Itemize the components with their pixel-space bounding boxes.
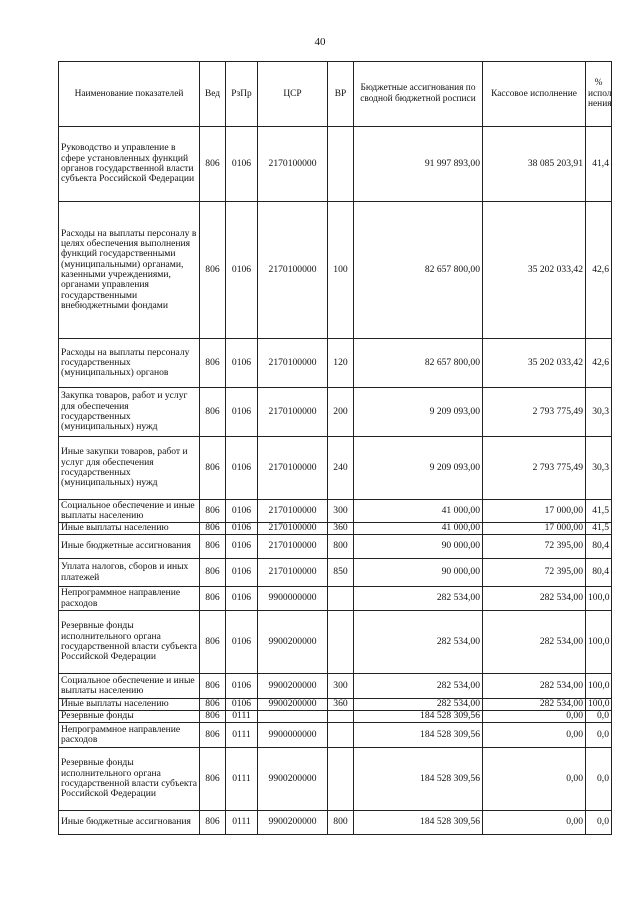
row-ved: 806 (200, 811, 226, 835)
row-csr: 9900200000 (258, 674, 328, 699)
row-cash: 17 000,00 (483, 500, 586, 523)
row-rzpr: 0111 (226, 723, 258, 748)
table-row (59, 587, 612, 611)
row-percent: 30,3 (586, 388, 612, 437)
row-csr: 2170100000 (258, 388, 328, 437)
header-csr: ЦСР (258, 62, 328, 127)
row-rzpr: 0106 (226, 388, 258, 437)
row-rzpr: 0106 (226, 587, 258, 611)
row-vr: 800 (328, 811, 354, 835)
row-percent: 0,0 (586, 723, 612, 748)
row-name: Иные выплаты населению (59, 699, 200, 711)
row-budget: 184 528 309,56 (354, 811, 483, 835)
row-csr: 2170100000 (258, 437, 328, 500)
row-vr: 360 (328, 523, 354, 535)
row-name: Расходы на выплаты персоналу государственных (муниципальных) органов (59, 339, 200, 388)
row-cash: 282 534,00 (483, 699, 586, 711)
row-vr: 100 (328, 202, 354, 339)
row-percent: 0,0 (586, 811, 612, 835)
row-percent: 100,0 (586, 674, 612, 699)
row-name: Иные бюджетные ассигнования (59, 535, 200, 559)
row-rzpr: 0106 (226, 535, 258, 559)
row-percent: 41,5 (586, 500, 612, 523)
row-csr: 9900200000 (258, 748, 328, 811)
row-vr: 300 (328, 674, 354, 699)
row-rzpr: 0111 (226, 711, 258, 723)
row-vr (328, 127, 354, 202)
row-name: Социальное обеспечение и иные выплаты населению (59, 674, 200, 699)
row-csr: 9900200000 (258, 611, 328, 674)
table-row (59, 437, 612, 500)
row-vr (328, 748, 354, 811)
table-row (59, 535, 612, 559)
table-row (59, 674, 612, 699)
row-budget: 91 997 893,00 (354, 127, 483, 202)
row-ved: 806 (200, 611, 226, 674)
row-rzpr: 0106 (226, 437, 258, 500)
row-budget: 90 000,00 (354, 559, 483, 587)
row-name: Резервные фонды исполнительного органа государственной власти субъекта Российской Федерации (59, 748, 200, 811)
row-vr (328, 611, 354, 674)
table-header-row (59, 62, 612, 127)
row-percent: 30,3 (586, 437, 612, 500)
row-rzpr: 0106 (226, 611, 258, 674)
row-ved: 806 (200, 437, 226, 500)
row-cash: 72 395,00 (483, 535, 586, 559)
row-rzpr: 0106 (226, 523, 258, 535)
row-percent: 41,4 (586, 127, 612, 202)
row-vr: 850 (328, 559, 354, 587)
row-rzpr: 0111 (226, 748, 258, 811)
row-name: Расходы на выплаты персоналу в целях обеспечения выполнения функций государственными (муниципальными) органами, казенными учреждениями, органами управления государственными внебюджетными фондами (59, 202, 200, 339)
row-budget: 82 657 800,00 (354, 339, 483, 388)
row-budget: 282 534,00 (354, 674, 483, 699)
row-cash: 0,00 (483, 811, 586, 835)
row-name: Руководство и управление в сфере установленных функций органов государственной власти субъекта Российской Федерации (59, 127, 200, 202)
row-ved: 806 (200, 500, 226, 523)
row-cash: 72 395,00 (483, 559, 586, 587)
table-row (59, 748, 612, 811)
row-percent: 41,5 (586, 523, 612, 535)
row-ved: 806 (200, 711, 226, 723)
row-rzpr: 0106 (226, 699, 258, 711)
table-row (59, 611, 612, 674)
row-cash: 17 000,00 (483, 523, 586, 535)
row-budget: 41 000,00 (354, 500, 483, 523)
row-budget: 82 657 800,00 (354, 202, 483, 339)
row-csr: 2170100000 (258, 339, 328, 388)
row-vr: 360 (328, 699, 354, 711)
row-name: Иные бюджетные ассигнования (59, 811, 200, 835)
table-row (59, 339, 612, 388)
row-vr (328, 723, 354, 748)
row-ved: 806 (200, 748, 226, 811)
row-name: Непрограммное направление расходов (59, 587, 200, 611)
row-csr: 2170100000 (258, 559, 328, 587)
row-vr (328, 587, 354, 611)
row-csr: 2170100000 (258, 500, 328, 523)
row-ved: 806 (200, 723, 226, 748)
row-budget: 90 000,00 (354, 535, 483, 559)
row-percent: 100,0 (586, 611, 612, 674)
row-ved: 806 (200, 559, 226, 587)
row-percent: 42,6 (586, 339, 612, 388)
header-name: Наименование показателей (59, 62, 200, 127)
row-budget: 41 000,00 (354, 523, 483, 535)
row-csr: 9900200000 (258, 811, 328, 835)
row-cash: 282 534,00 (483, 611, 586, 674)
row-budget: 9 209 093,00 (354, 437, 483, 500)
row-cash: 35 202 033,42 (483, 339, 586, 388)
row-csr (258, 711, 328, 723)
row-name: Резервные фонды (59, 711, 200, 723)
row-cash: 38 085 203,91 (483, 127, 586, 202)
row-rzpr: 0106 (226, 339, 258, 388)
header-ved: Вед (200, 62, 226, 127)
row-csr: 2170100000 (258, 202, 328, 339)
table-row (59, 500, 612, 523)
row-rzpr: 0106 (226, 127, 258, 202)
row-budget: 282 534,00 (354, 699, 483, 711)
row-ved: 806 (200, 388, 226, 437)
row-csr: 9900000000 (258, 587, 328, 611)
row-csr: 9900000000 (258, 723, 328, 748)
table-row (59, 811, 612, 835)
row-budget: 282 534,00 (354, 587, 483, 611)
row-vr: 240 (328, 437, 354, 500)
row-name: Иные закупки товаров, работ и услуг для обеспечения государственных (муниципальных) нужд (59, 437, 200, 500)
row-budget: 184 528 309,56 (354, 711, 483, 723)
row-vr: 120 (328, 339, 354, 388)
page-number: 40 (314, 36, 326, 48)
row-percent: 0,0 (586, 711, 612, 723)
header-vr: ВР (328, 62, 354, 127)
row-budget: 184 528 309,56 (354, 748, 483, 811)
header-cash: Кассовое исполнение (483, 62, 586, 127)
row-ved: 806 (200, 127, 226, 202)
row-name: Резервные фонды исполнительного органа государственной власти субъекта Российской Федерации (59, 611, 200, 674)
row-percent: 100,0 (586, 699, 612, 711)
row-rzpr: 0111 (226, 811, 258, 835)
header-rzpr: РзПр (226, 62, 258, 127)
row-cash: 0,00 (483, 711, 586, 723)
row-name: Иные выплаты населению (59, 523, 200, 535)
row-ved: 806 (200, 523, 226, 535)
row-rzpr: 0106 (226, 559, 258, 587)
row-vr: 300 (328, 500, 354, 523)
header-percent: % испол нения (586, 62, 612, 127)
table-row (59, 523, 612, 535)
header-budget: Бюджетные ассигнования по сводной бюджетной росписи (354, 62, 483, 127)
row-percent: 80,4 (586, 559, 612, 587)
row-ved: 806 (200, 699, 226, 711)
row-csr: 2170100000 (258, 535, 328, 559)
row-percent: 42,6 (586, 202, 612, 339)
row-csr: 2170100000 (258, 127, 328, 202)
row-cash: 35 202 033,42 (483, 202, 586, 339)
row-rzpr: 0106 (226, 202, 258, 339)
row-cash: 282 534,00 (483, 587, 586, 611)
row-ved: 806 (200, 674, 226, 699)
table-row (59, 127, 612, 202)
budget-execution-table (58, 61, 612, 835)
table-row (59, 711, 612, 723)
row-name: Закупка товаров, работ и услуг для обеспечения государственных (муниципальных) нужд (59, 388, 200, 437)
table-row (59, 699, 612, 711)
row-ved: 806 (200, 339, 226, 388)
row-cash: 2 793 775,49 (483, 388, 586, 437)
row-csr: 9900200000 (258, 699, 328, 711)
row-ved: 806 (200, 202, 226, 339)
table-row (59, 202, 612, 339)
row-rzpr: 0106 (226, 674, 258, 699)
row-ved: 806 (200, 535, 226, 559)
row-name: Непрограммное направление расходов (59, 723, 200, 748)
row-budget: 282 534,00 (354, 611, 483, 674)
row-rzpr: 0106 (226, 500, 258, 523)
row-budget: 184 528 309,56 (354, 723, 483, 748)
row-cash: 282 534,00 (483, 674, 586, 699)
row-vr (328, 711, 354, 723)
row-cash: 0,00 (483, 748, 586, 811)
table-row (59, 388, 612, 437)
row-cash: 2 793 775,49 (483, 437, 586, 500)
row-cash: 0,00 (483, 723, 586, 748)
row-name: Уплата налогов, сборов и иных платежей (59, 559, 200, 587)
row-percent: 0,0 (586, 748, 612, 811)
row-vr: 200 (328, 388, 354, 437)
row-vr: 800 (328, 535, 354, 559)
row-percent: 80,4 (586, 535, 612, 559)
table-row (59, 723, 612, 748)
row-csr: 2170100000 (258, 523, 328, 535)
row-budget: 9 209 093,00 (354, 388, 483, 437)
row-name: Социальное обеспечение и иные выплаты населению (59, 500, 200, 523)
row-percent: 100,0 (586, 587, 612, 611)
row-ved: 806 (200, 587, 226, 611)
table-row (59, 559, 612, 587)
